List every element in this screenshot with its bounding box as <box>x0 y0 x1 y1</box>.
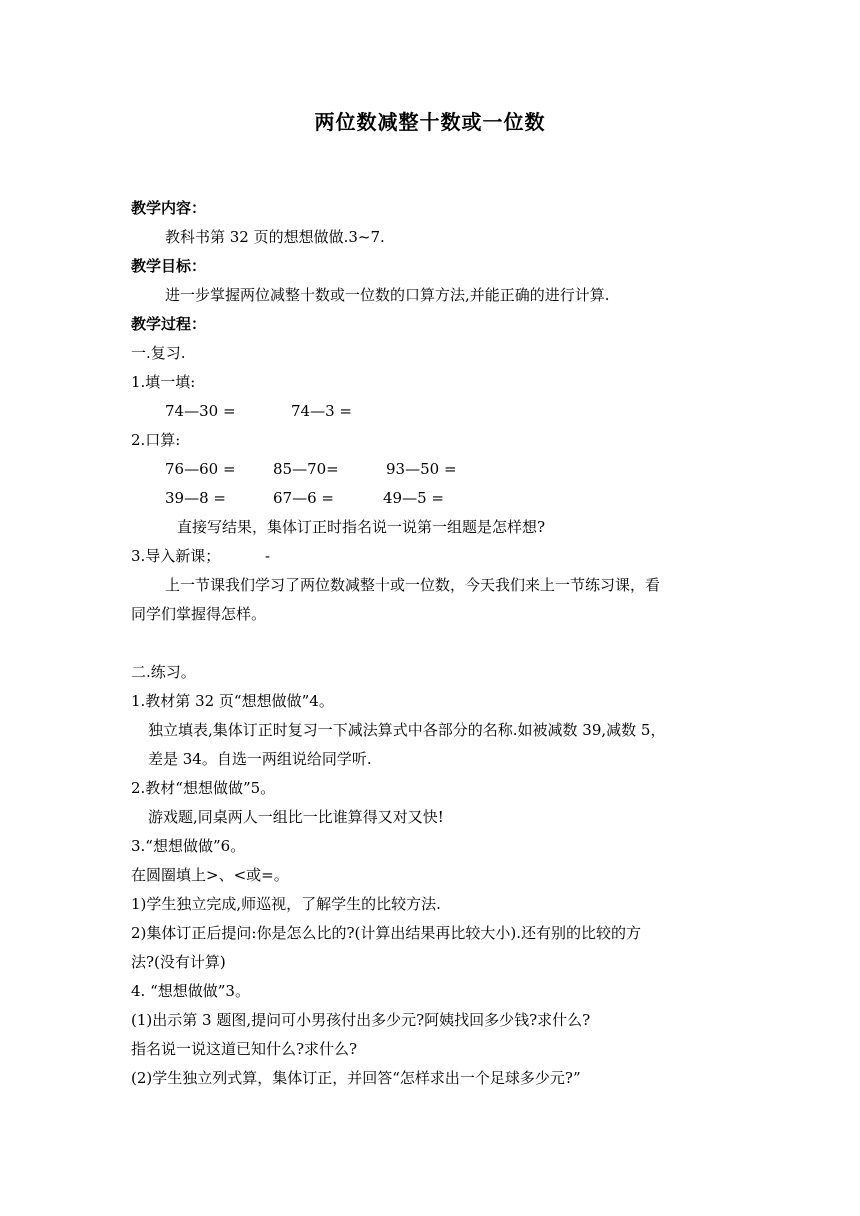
fill-item: 74—3 = <box>291 402 352 420</box>
goal-text: 进一步掌握两位减整十数或一位数的口算方法,并能正确的进行计算. <box>165 286 610 304</box>
practice-3-step: 1)学生独立完成,师巡视，了解学生的比较方法. <box>131 895 441 913</box>
practice-4-step: (2)学生独立列式算，集体订正，并回答“怎样求出一个足球多少元?” <box>131 1069 581 1087</box>
intro-text: 上一节课我们学习了两位数减整十或一位数，今天我们来上一节练习课，看 <box>165 576 661 594</box>
oral-item: 49—5 = <box>383 489 444 507</box>
practice-1-text: 差是 34。自选一两组说给同学听. <box>148 750 372 768</box>
review-heading: 一.复习. <box>131 344 186 362</box>
fill-heading: 1.填一填: <box>131 373 196 391</box>
practice-3-text: 在圆圈填上>、<或=。 <box>131 866 289 884</box>
oral-item: 85—70= <box>273 460 339 478</box>
content-text: 教科书第 32 页的想想做做.3~7. <box>165 228 385 246</box>
practice-3-step: 法?(没有计算) <box>131 953 226 971</box>
oral-item: 39—8 = <box>165 489 226 507</box>
intro-text: 同学们掌握得怎样。 <box>131 605 267 623</box>
fill-item: 74—30 = <box>165 402 236 420</box>
oral-item: 76—60 = <box>165 460 236 478</box>
practice-2-text: 游戏题,同桌两人一组比一比谁算得又对又快! <box>148 808 444 826</box>
process-heading: 教学过程： <box>131 315 207 333</box>
practice-3-heading: 3.“想想做做”6。 <box>131 837 246 855</box>
oral-note: 直接写结果，集体订正时指名说一说第一组题是怎样想? <box>177 518 546 536</box>
practice-4-step: (1)出示第 3 题图,提问可小男孩付出多少元?阿姨找回多少钱?求什么? <box>131 1011 591 1029</box>
oral-heading: 2.口算: <box>131 431 181 449</box>
practice-heading: 二.练习。 <box>131 663 196 681</box>
oral-item: 67—6 = <box>273 489 334 507</box>
practice-1-text: 独立填表,集体订正时复习一下减法算式中各部分的名称.如被减数 39,减数 5， <box>148 721 666 739</box>
goal-heading: 教学目标： <box>131 257 207 275</box>
intro-heading: 3.导入新课； <box>131 547 221 565</box>
practice-3-step: 2)集体订正后提问:你是怎么比的?(计算出结果再比较大小).还有别的比较的方 <box>131 924 641 942</box>
practice-2-heading: 2.教材“想想做做”5。 <box>131 779 276 797</box>
intro-mark: - <box>265 547 271 565</box>
practice-4-step: 指名说一说这道已知什么?求什么? <box>131 1040 358 1058</box>
practice-1-heading: 1.教材第 32 页“想想做做”4。 <box>131 692 334 710</box>
oral-item: 93—50 = <box>386 460 457 478</box>
practice-4-heading: 4. “想想做做”3。 <box>131 982 250 1000</box>
page-title: 两位数减整十数或一位数 <box>314 110 546 134</box>
content-heading: 教学内容： <box>131 199 207 217</box>
